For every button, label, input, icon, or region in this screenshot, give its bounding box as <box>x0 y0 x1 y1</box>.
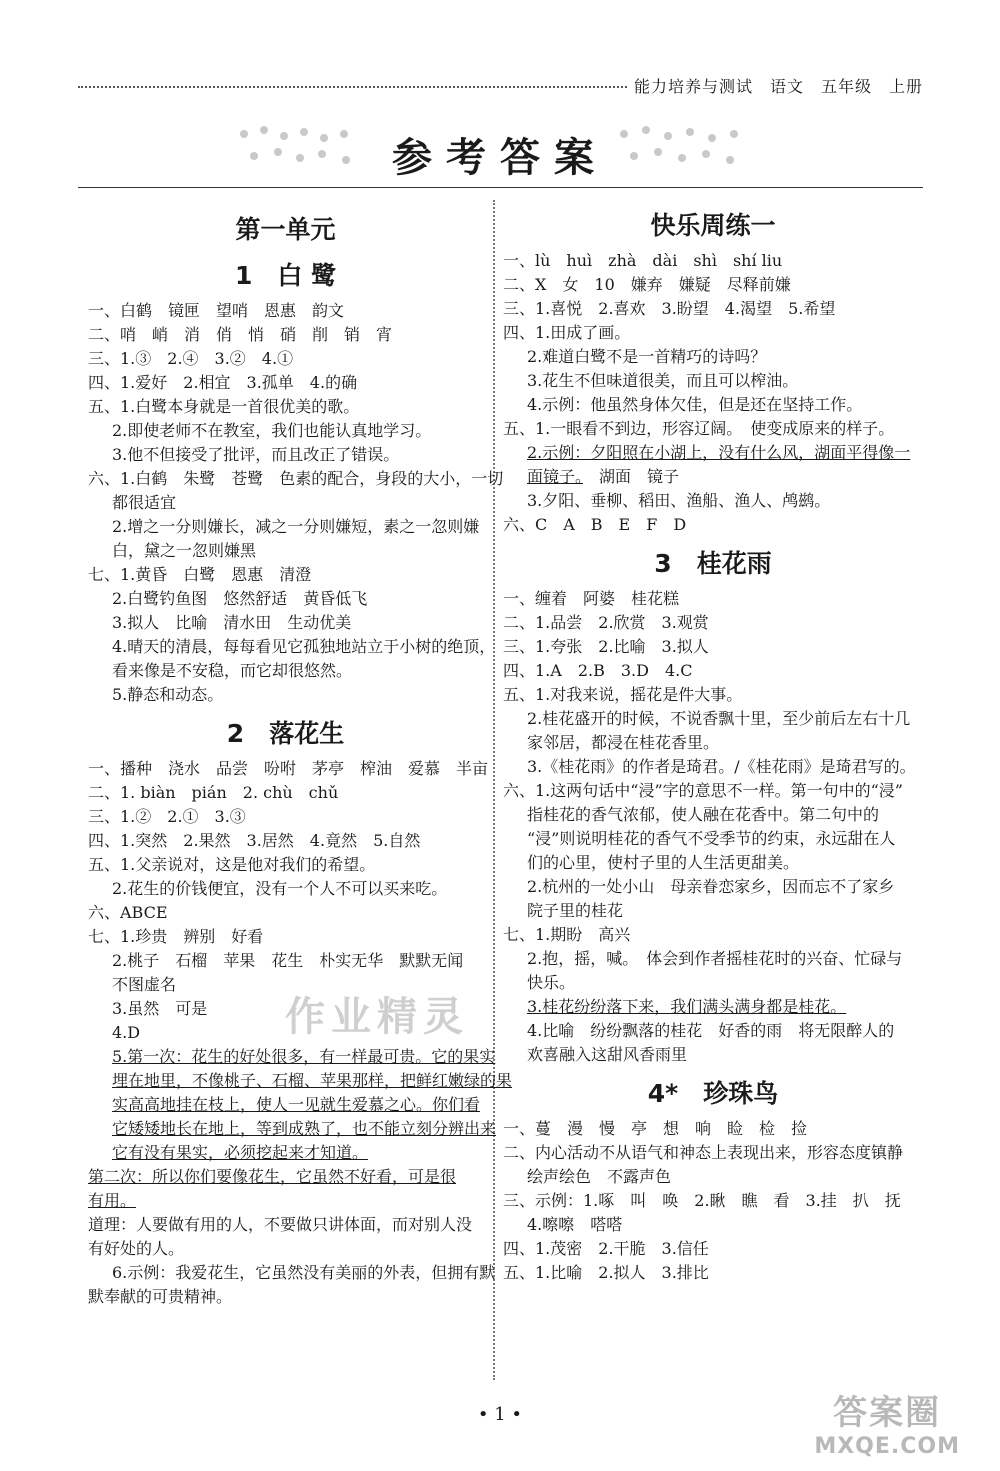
answer-line: 3.夕阳、垂柳、稻田、渔船、渔人、鸬鹚。 <box>527 491 831 510</box>
answer-line: 们的心里，使村子里的人生活更甜美。 <box>527 853 800 872</box>
answer-line: 2.杭州的一处小山 母亲眷恋家乡，因而忘不了家乡 <box>527 877 895 896</box>
answer-line: 3.他不但接受了批评，而且改正了错误。 <box>112 445 400 464</box>
underlined-answer-line: 埋在地里，不像桃子、石榴、苹果那样，把鲜红嫩绿的果 <box>112 1071 513 1090</box>
answer-line: 二、内心活动不从语气和神态上表现出来，形容态度镇静 <box>503 1143 904 1162</box>
answer-line: 六、1.这两句话中“浸”字的意思不一样。第一句中的“浸” <box>503 781 903 800</box>
answer-line: 三、示例：1.啄 叫 唤 2.瞅 瞧 看 3.挂 扒 抚 <box>503 1191 901 1210</box>
underlined-answer-line: 它有没有果实，必须挖起来才知道。 <box>112 1143 369 1162</box>
header-text: 能力培养与测试 语文 五年级 上册 <box>628 74 923 97</box>
answer-line: 都很适宜 <box>112 493 177 512</box>
underlined-answer-line: 2.示例：夕阳照在小湖上，没有什么风，湖面平得像一 <box>527 443 911 462</box>
answer-line: 二、哨 峭 消 俏 悄 硝 削 销 宵 <box>88 325 393 344</box>
answer-line: 2.桃子 石榴 苹果 花生 朴实无华 默默无闻 <box>112 951 464 970</box>
answer-text: 湖面 镜子 <box>583 467 680 486</box>
answer-line: 道理：人要做有用的人，不要做只讲体面，而对别人没 <box>88 1215 473 1234</box>
answer-line: 院子里的桂花 <box>527 901 624 920</box>
answer-line: 一、播种 浇水 品尝 吩咐 茅亭 榨油 爱慕 半亩 <box>88 759 489 778</box>
lesson1-title: 1 白 鹭 <box>234 261 337 290</box>
left-column <box>88 205 513 1309</box>
answer-line: 二、1. biàn pián 2. chù chǔ <box>88 783 339 802</box>
answer-line: 3.花生不但味道很美，而且可以榨油。 <box>527 371 799 390</box>
answer-line: 一、lù huì zhà dài shì shí liu <box>503 251 783 270</box>
page-number: • 1 • <box>477 1404 523 1425</box>
underlined-answer-line: 3.桂花纷纷落下来，我们满头满身都是桂花。 <box>527 997 847 1016</box>
answer-line: 家邻居，都浸在桂花香里。 <box>527 733 720 752</box>
answer-line: 5.静态和动态。 <box>112 685 224 704</box>
answer-line: 四、1.茂密 2.干脆 3.信任 <box>503 1239 709 1258</box>
answer-line: 4.D <box>112 1023 141 1042</box>
answer-line: 6.示例：我爱花生，它虽然没有美丽的外表，但拥有默 <box>112 1263 496 1282</box>
answer-line: 四、1.田成了画。 <box>503 323 631 342</box>
answer-line: 六、C A B E F D <box>503 515 687 534</box>
weekly-practice-title: 快乐周练一 <box>650 211 776 240</box>
watermark-url: MXQE.COM <box>814 1434 960 1459</box>
unit-title: 第一单元 <box>235 215 336 244</box>
answer-line: 不图虚名 <box>112 975 177 994</box>
site-watermark <box>814 1385 960 1459</box>
column-divider <box>493 200 495 1380</box>
answer-line: 绘声绘色 不露声色 <box>527 1167 672 1186</box>
lesson4-title: 4* 珍珠鸟 <box>647 1079 779 1108</box>
answer-line: 五、1.白鹭本身就是一首很优美的歌。 <box>88 397 360 416</box>
underlined-answer-line: 5.第一次：花生的好处很多，有一样最可贵。它的果实 <box>112 1047 496 1066</box>
answer-line: 4.比喻 纷纷飘落的桂花 好香的雨 将无限醉人的 <box>527 1021 895 1040</box>
watermark-stamp: 作业精灵 <box>285 994 469 1040</box>
answer-line: 2.抱，摇，喊。 体会到作者摇桂花时的兴奋、忙碌与 <box>527 949 903 968</box>
underlined-text: 面镜子。 <box>527 467 584 486</box>
answer-line: 3.《桂花雨》的作者是琦君。/《桂花雨》是琦君写的。 <box>527 757 916 776</box>
answer-line: 二、X 女 10 嫌弃 嫌疑 尽释前嫌 <box>503 275 791 294</box>
underlined-answer-line: 第二次：所以你们要像花生，它虽然不好看，可是很 <box>88 1167 457 1186</box>
page-title: 参考答案 <box>392 135 608 181</box>
answer-line: 五、1.父亲说对，这是他对我们的希望。 <box>88 855 376 874</box>
underlined-answer-line: 它矮矮地长在地上，等到成熟了，也不能立刻分辨出来 <box>112 1119 497 1138</box>
answer-line: 六、ABCE <box>88 903 168 922</box>
lesson2-title: 2 落花生 <box>226 719 345 748</box>
underlined-answer-line: 实高高地挂在枝上，使人一见就生爱慕之心。你们看 <box>112 1095 481 1114</box>
answer-line <box>503 465 923 489</box>
answer-line: 一、白鹤 镜匣 望哨 恩惠 韵文 <box>88 301 345 320</box>
lesson3-answers <box>503 587 923 1067</box>
answer-line: 三、1.③ 2.④ 3.② 4.① <box>88 349 294 368</box>
answer-line: 指桂花的香气浓郁，使人融在花香中。第二句中的 <box>527 805 880 824</box>
answer-line: 一、缠着 阿婆 桂花糕 <box>503 589 680 608</box>
answer-line: 七、1.珍贵 辨别 好看 <box>88 927 264 946</box>
lesson1-answers <box>88 299 504 707</box>
answer-line: 四、1.突然 2.果然 3.居然 4.竟然 5.自然 <box>88 831 421 850</box>
weekly-answers <box>503 249 923 537</box>
answer-line: 四、1.爱好 2.相宜 3.孤单 4.的确 <box>88 373 358 392</box>
answer-line: 看来像是不安稳，而它却很悠然。 <box>112 661 353 680</box>
answer-line: 七、1.期盼 高兴 <box>503 925 631 944</box>
answer-line: 2.桂花盛开的时候，不说香飘十里，至少前后左右十几 <box>527 709 911 728</box>
answer-line: 2.增之一分则嫌长，减之一分则嫌短，素之一忽则嫌 <box>112 517 480 536</box>
answer-line: 五、1.对我来说，摇花是件大事。 <box>503 685 743 704</box>
answer-line: 五、1.一眼看不到边，形容辽阔。 使变成原来的样子。 <box>503 419 895 438</box>
answer-line: 六、1.白鹤 朱鹭 苍鹭 色素的配合，身段的大小，一切 <box>88 469 504 488</box>
watermark-logo-text: 答案圈 <box>833 1393 942 1433</box>
answer-line: 2.难道白鹭不是一首精巧的诗吗？ <box>527 347 767 366</box>
answer-line: 三、1.夸张 2.比喻 3.拟人 <box>503 637 709 656</box>
answer-line: 2.花生的价钱便宜，没有一个人不可以买来吃。 <box>112 879 448 898</box>
answer-line: 五、1.比喻 2.拟人 3.排比 <box>503 1263 709 1282</box>
answer-line: 三、1.喜悦 2.喜欢 3.盼望 4.渴望 5.希望 <box>503 299 836 318</box>
answer-line: 白，黛之一忽则嫌黑 <box>112 541 257 560</box>
answer-line: 3.拟人 比喻 清水田 生动优美 <box>112 613 352 632</box>
answer-line: 欢喜融入这甜风香雨里 <box>527 1045 688 1064</box>
answer-line: 一、蔓 漫 慢 亭 想 响 睑 检 捡 <box>503 1119 808 1138</box>
answer-line: 4.晴天的清晨，每每看见它孤独地站立于小树的绝顶， <box>112 637 496 656</box>
lesson4-answers <box>503 1117 923 1285</box>
answer-line: 2.白鹭钓鱼图 悠然舒适 黄昏低飞 <box>112 589 368 608</box>
right-column <box>503 205 923 1285</box>
answer-line: 3.虽然 可是 <box>112 999 208 1018</box>
answer-line: 有好处的人。 <box>88 1239 185 1258</box>
answer-line: 三、1.② 2.① 3.③ <box>88 807 246 826</box>
answer-line: 快乐。 <box>527 973 576 992</box>
answer-line: 二、1.品尝 2.欣赏 3.观赏 <box>503 613 709 632</box>
answer-line: 默奉献的可贵精神。 <box>88 1287 233 1306</box>
answer-line: 4.示例：他虽然身体欠佳，但是还在坚持工作。 <box>527 395 863 414</box>
page-header <box>78 74 923 98</box>
answer-line: 七、1.黄昏 白鹭 恩惠 清澄 <box>88 565 312 584</box>
lesson3-title: 3 桂花雨 <box>654 549 772 578</box>
answer-line: 2.即使老师不在教室，我们也能认真地学习。 <box>112 421 432 440</box>
answer-line: 4.嚓嚓 嗒嗒 <box>527 1215 623 1234</box>
answer-line: 四、1.A 2.B 3.D 4.C <box>503 661 693 680</box>
answer-line: “浸”则说明桂花的香气不受季节的约束，永远甜在人 <box>527 829 896 848</box>
underlined-answer-line: 有用。 <box>88 1191 137 1210</box>
title-rule <box>78 187 923 188</box>
